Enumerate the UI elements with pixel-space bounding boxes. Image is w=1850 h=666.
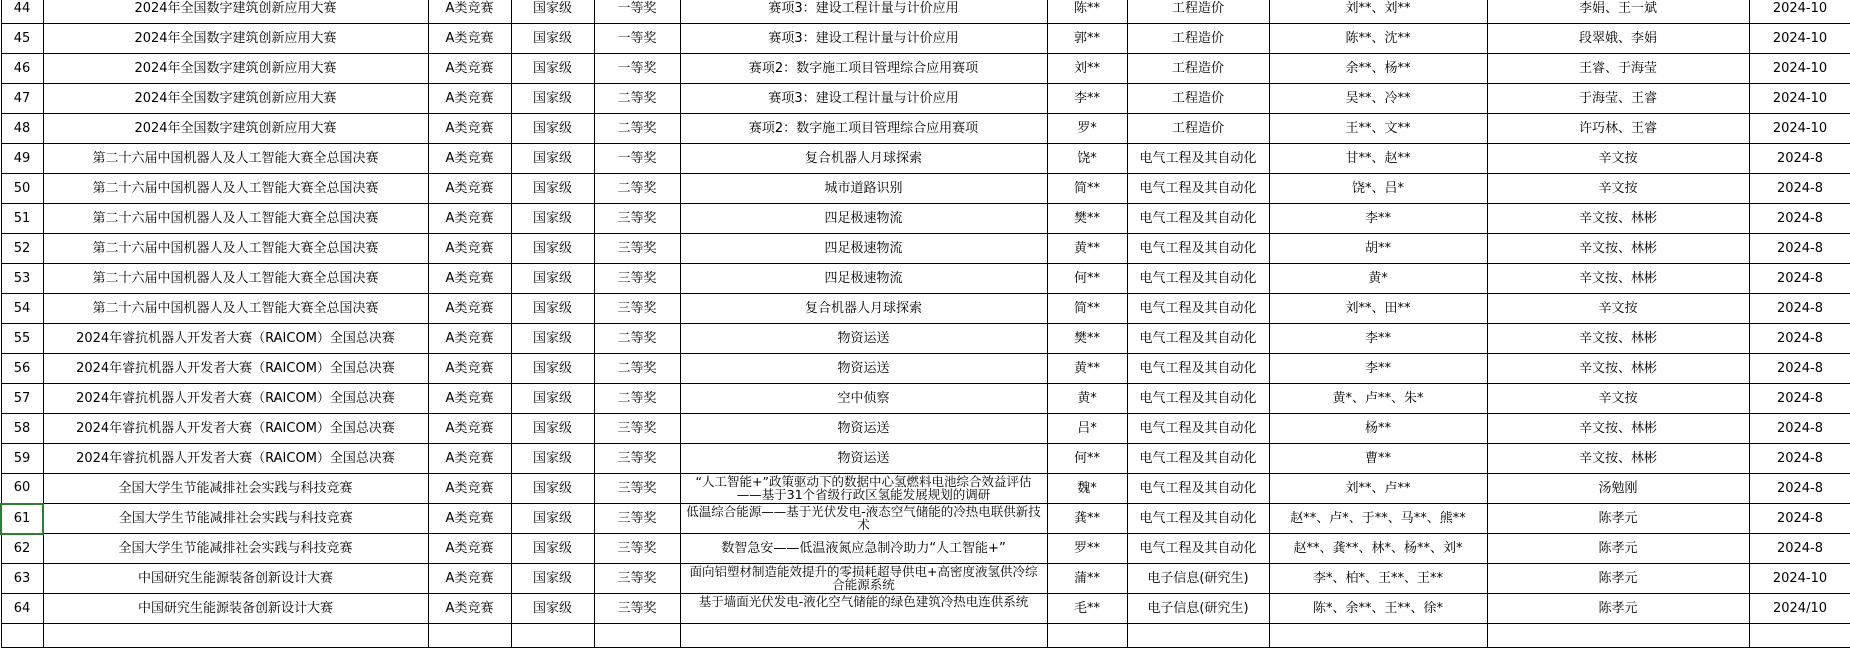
advisors-cell[interactable]: 李娟、王一斌 xyxy=(1487,0,1749,24)
category-cell[interactable]: A类竞赛 xyxy=(428,84,511,114)
competition-cell[interactable]: 中国研究生能源装备创新设计大赛 xyxy=(43,594,428,624)
members-cell[interactable]: 甘**、赵** xyxy=(1269,144,1487,174)
major-cell[interactable]: 电气工程及其自动化 xyxy=(1127,534,1269,564)
competition-cell[interactable]: 第二十六届中国机器人及人工智能大赛全总国决赛 xyxy=(43,294,428,324)
level-cell[interactable]: 国家级 xyxy=(511,144,594,174)
date-cell[interactable]: 2024-8 xyxy=(1749,204,1850,234)
date-cell[interactable]: 2024-10 xyxy=(1749,564,1850,594)
competition-cell[interactable]: 2024年睿抗机器人开发者大赛（RAICOM）全国总决赛 xyxy=(43,384,428,414)
table-row-clipped xyxy=(1,624,1850,648)
row-number-cell[interactable]: 53 xyxy=(1,264,43,294)
table-row xyxy=(1,294,1850,324)
table-row xyxy=(1,84,1850,114)
leader-cell[interactable]: 刘** xyxy=(1047,54,1127,84)
major-cell[interactable]: 电气工程及其自动化 xyxy=(1127,294,1269,324)
advisors-cell[interactable]: 辛文按、林彬 xyxy=(1487,204,1749,234)
date-cell[interactable]: 2024-8 xyxy=(1749,264,1850,294)
project-cell[interactable]: 四足极速物流 xyxy=(680,264,1047,294)
award-cell[interactable]: 一等奖 xyxy=(594,54,680,84)
table-row xyxy=(1,534,1850,564)
project-cell[interactable]: 赛项3：建设工程计量与计价应用 xyxy=(680,24,1047,54)
major-cell[interactable]: 电气工程及其自动化 xyxy=(1127,504,1269,534)
award-cell[interactable]: 三等奖 xyxy=(594,504,680,534)
project-cell[interactable]: 面向铝塑材制造能效提升的零损耗超导供电+高密度液氢供冷综合能源系统 xyxy=(680,564,1047,594)
row-number-cell[interactable]: 46 xyxy=(1,54,43,84)
date-cell[interactable]: 2024-8 xyxy=(1749,534,1850,564)
award-cell[interactable]: 一等奖 xyxy=(594,144,680,174)
major-cell[interactable]: 电气工程及其自动化 xyxy=(1127,324,1269,354)
members-cell[interactable]: 李** xyxy=(1269,354,1487,384)
table-row xyxy=(1,474,1850,504)
project-cell[interactable]: 赛项2：数字施工项目管理综合应用赛项 xyxy=(680,54,1047,84)
table-body xyxy=(1,0,1850,648)
award-cell[interactable]: 三等奖 xyxy=(594,534,680,564)
table-row xyxy=(1,114,1850,144)
level-cell[interactable]: 国家级 xyxy=(511,54,594,84)
leader-cell[interactable]: 樊** xyxy=(1047,204,1127,234)
award-cell[interactable]: 三等奖 xyxy=(594,414,680,444)
project-cell[interactable]: 复合机器人月球探索 xyxy=(680,144,1047,174)
level-cell[interactable]: 国家级 xyxy=(511,504,594,534)
leader-cell[interactable]: 黄** xyxy=(1047,234,1127,264)
members-cell[interactable]: 饶*、吕* xyxy=(1269,174,1487,204)
advisors-cell[interactable]: 汤勉刚 xyxy=(1487,474,1749,504)
table-row xyxy=(1,414,1850,444)
project-cell[interactable]: 低温综合能源——基于光伏发电-液态空气储能的冷热电联供新技术 xyxy=(680,504,1047,534)
members-cell[interactable]: 黄*、卢**、朱* xyxy=(1269,384,1487,414)
major-cell[interactable]: 电子信息(研究生) xyxy=(1127,564,1269,594)
project-cell[interactable]: 物资运送 xyxy=(680,414,1047,444)
row-number-cell[interactable]: 60 xyxy=(1,474,43,504)
date-cell[interactable]: 2024-8 xyxy=(1749,384,1850,414)
project-cell[interactable]: 空中侦察 xyxy=(680,384,1047,414)
competition-cell[interactable]: 第二十六届中国机器人及人工智能大赛全总国决赛 xyxy=(43,234,428,264)
project-cell[interactable]: 物资运送 xyxy=(680,444,1047,474)
category-cell[interactable]: A类竞赛 xyxy=(428,594,511,624)
category-cell[interactable]: A类竞赛 xyxy=(428,234,511,264)
leader-cell[interactable]: 何** xyxy=(1047,444,1127,474)
empty-cell[interactable] xyxy=(43,624,428,648)
category-cell[interactable]: A类竞赛 xyxy=(428,324,511,354)
advisors-cell[interactable]: 辛文按、林彬 xyxy=(1487,264,1749,294)
category-cell[interactable]: A类竞赛 xyxy=(428,0,511,24)
table-row xyxy=(1,504,1850,534)
project-cell[interactable]: 数智急安——低温液氮应急制冷助力“人工智能+” xyxy=(680,534,1047,564)
level-cell[interactable]: 国家级 xyxy=(511,0,594,24)
category-cell[interactable]: A类竞赛 xyxy=(428,534,511,564)
date-cell[interactable]: 2024-10 xyxy=(1749,24,1850,54)
award-cell[interactable]: 三等奖 xyxy=(594,474,680,504)
advisors-cell[interactable]: 陈孝元 xyxy=(1487,534,1749,564)
level-cell[interactable]: 国家级 xyxy=(511,474,594,504)
advisors-cell[interactable]: 辛文按 xyxy=(1487,384,1749,414)
empty-cell[interactable] xyxy=(1749,624,1850,648)
table-row xyxy=(1,0,1850,24)
category-cell[interactable]: A类竞赛 xyxy=(428,444,511,474)
award-cell[interactable]: 二等奖 xyxy=(594,324,680,354)
advisors-cell[interactable]: 陈孝元 xyxy=(1487,594,1749,624)
leader-cell[interactable]: 简** xyxy=(1047,294,1127,324)
advisors-cell[interactable]: 辛文按 xyxy=(1487,294,1749,324)
members-cell[interactable]: 李** xyxy=(1269,204,1487,234)
date-cell[interactable]: 2024-10 xyxy=(1749,114,1850,144)
members-cell[interactable]: 胡** xyxy=(1269,234,1487,264)
empty-cell[interactable] xyxy=(1269,624,1487,648)
advisors-cell[interactable]: 于海莹、王睿 xyxy=(1487,84,1749,114)
table-row xyxy=(1,144,1850,174)
award-cell[interactable]: 三等奖 xyxy=(594,264,680,294)
date-cell[interactable]: 2024-8 xyxy=(1749,504,1850,534)
date-cell[interactable]: 2024-8 xyxy=(1749,144,1850,174)
major-cell[interactable]: 电气工程及其自动化 xyxy=(1127,354,1269,384)
level-cell[interactable]: 国家级 xyxy=(511,594,594,624)
category-cell[interactable]: A类竞赛 xyxy=(428,204,511,234)
level-cell[interactable]: 国家级 xyxy=(511,534,594,564)
members-cell[interactable]: 刘**、田** xyxy=(1269,294,1487,324)
row-number-cell[interactable]: 62 xyxy=(1,534,43,564)
advisors-cell[interactable]: 辛文按、林彬 xyxy=(1487,354,1749,384)
advisors-cell[interactable]: 辛文按、林彬 xyxy=(1487,324,1749,354)
row-number-cell[interactable]: 58 xyxy=(1,414,43,444)
category-cell[interactable]: A类竞赛 xyxy=(428,114,511,144)
date-cell[interactable]: 2024-8 xyxy=(1749,414,1850,444)
level-cell[interactable]: 国家级 xyxy=(511,384,594,414)
major-cell[interactable]: 电气工程及其自动化 xyxy=(1127,264,1269,294)
category-cell[interactable]: A类竞赛 xyxy=(428,384,511,414)
row-number-cell[interactable]: 63 xyxy=(1,564,43,594)
category-cell[interactable]: A类竞赛 xyxy=(428,474,511,504)
major-cell[interactable]: 电气工程及其自动化 xyxy=(1127,144,1269,174)
award-cell[interactable]: 二等奖 xyxy=(594,84,680,114)
table-row xyxy=(1,444,1850,474)
advisors-cell[interactable]: 辛文按、林彬 xyxy=(1487,234,1749,264)
award-cell[interactable]: 一等奖 xyxy=(594,24,680,54)
row-number-cell[interactable]: 64 xyxy=(1,594,43,624)
row-number-cell[interactable]: 47 xyxy=(1,84,43,114)
category-cell[interactable]: A类竞赛 xyxy=(428,264,511,294)
table-row xyxy=(1,264,1850,294)
advisors-cell[interactable]: 辛文按、林彬 xyxy=(1487,414,1749,444)
leader-cell[interactable]: 龚** xyxy=(1047,504,1127,534)
members-cell[interactable]: 李*、柏*、王**、王** xyxy=(1269,564,1487,594)
category-cell[interactable]: A类竞赛 xyxy=(428,24,511,54)
category-cell[interactable]: A类竞赛 xyxy=(428,144,511,174)
competition-cell[interactable]: 全国大学生节能减排社会实践与科技竞赛 xyxy=(43,504,428,534)
level-cell[interactable]: 国家级 xyxy=(511,84,594,114)
level-cell[interactable]: 国家级 xyxy=(511,114,594,144)
leader-cell[interactable]: 黄* xyxy=(1047,384,1127,414)
date-cell[interactable]: 2024-8 xyxy=(1749,444,1850,474)
level-cell[interactable]: 国家级 xyxy=(511,564,594,594)
leader-cell[interactable]: 饶* xyxy=(1047,144,1127,174)
leader-cell[interactable]: 罗** xyxy=(1047,534,1127,564)
table-row xyxy=(1,324,1850,354)
project-cell[interactable]: 物资运送 xyxy=(680,354,1047,384)
level-cell[interactable]: 国家级 xyxy=(511,354,594,384)
competition-cell[interactable]: 2024年睿抗机器人开发者大赛（RAICOM）全国总决赛 xyxy=(43,324,428,354)
empty-cell[interactable] xyxy=(1487,624,1749,648)
category-cell[interactable]: A类竞赛 xyxy=(428,354,511,384)
major-cell[interactable]: 工程造价 xyxy=(1127,84,1269,114)
award-cell[interactable]: 三等奖 xyxy=(594,294,680,324)
members-cell[interactable]: 吴**、冷** xyxy=(1269,84,1487,114)
major-cell[interactable]: 工程造价 xyxy=(1127,24,1269,54)
major-cell[interactable]: 电子信息(研究生) xyxy=(1127,594,1269,624)
competition-cell[interactable]: 第二十六届中国机器人及人工智能大赛全总国决赛 xyxy=(43,204,428,234)
major-cell[interactable]: 电气工程及其自动化 xyxy=(1127,384,1269,414)
row-number-cell[interactable]: 59 xyxy=(1,444,43,474)
major-cell[interactable]: 电气工程及其自动化 xyxy=(1127,204,1269,234)
date-cell[interactable]: 2024-8 xyxy=(1749,174,1850,204)
major-cell[interactable]: 工程造价 xyxy=(1127,54,1269,84)
leader-cell[interactable]: 黄** xyxy=(1047,354,1127,384)
level-cell[interactable]: 国家级 xyxy=(511,204,594,234)
row-number-cell[interactable]: 54 xyxy=(1,294,43,324)
award-cell[interactable]: 一等奖 xyxy=(594,0,680,24)
major-cell[interactable]: 工程造价 xyxy=(1127,114,1269,144)
date-cell[interactable]: 2024/10 xyxy=(1749,594,1850,624)
members-cell[interactable]: 赵**、卢*、于**、马**、熊** xyxy=(1269,504,1487,534)
leader-cell[interactable]: 魏* xyxy=(1047,474,1127,504)
award-cell[interactable]: 三等奖 xyxy=(594,594,680,624)
level-cell[interactable]: 国家级 xyxy=(511,174,594,204)
leader-cell[interactable]: 毛** xyxy=(1047,594,1127,624)
date-cell[interactable]: 2024-10 xyxy=(1749,84,1850,114)
major-cell[interactable]: 电气工程及其自动化 xyxy=(1127,474,1269,504)
members-cell[interactable]: 李** xyxy=(1269,324,1487,354)
date-cell[interactable]: 2024-8 xyxy=(1749,294,1850,324)
award-cell[interactable]: 三等奖 xyxy=(594,564,680,594)
competition-cell[interactable]: 2024年全国数字建筑创新应用大赛 xyxy=(43,24,428,54)
advisors-cell[interactable]: 王睿、于海莹 xyxy=(1487,54,1749,84)
level-cell[interactable]: 国家级 xyxy=(511,294,594,324)
leader-cell[interactable]: 樊** xyxy=(1047,324,1127,354)
row-number-cell[interactable]: 55 xyxy=(1,324,43,354)
date-cell[interactable]: 2024-10 xyxy=(1749,0,1850,24)
competition-cell[interactable]: 全国大学生节能减排社会实践与科技竞赛 xyxy=(43,474,428,504)
award-cell[interactable]: 二等奖 xyxy=(594,174,680,204)
leader-cell[interactable]: 何** xyxy=(1047,264,1127,294)
competition-cell[interactable]: 中国研究生能源装备创新设计大赛 xyxy=(43,564,428,594)
award-cell[interactable]: 二等奖 xyxy=(594,354,680,384)
row-number-cell[interactable]: 45 xyxy=(1,24,43,54)
row-number-cell[interactable]: 56 xyxy=(1,354,43,384)
level-cell[interactable]: 国家级 xyxy=(511,324,594,354)
project-cell[interactable]: 复合机器人月球探索 xyxy=(680,294,1047,324)
project-cell[interactable]: 城市道路识别 xyxy=(680,174,1047,204)
competition-cell[interactable]: 第二十六届中国机器人及人工智能大赛全总国决赛 xyxy=(43,174,428,204)
table-row xyxy=(1,354,1850,384)
date-cell[interactable]: 2024-8 xyxy=(1749,324,1850,354)
category-cell[interactable]: A类竞赛 xyxy=(428,564,511,594)
empty-cell[interactable] xyxy=(1,624,43,648)
project-cell[interactable]: 赛项3：建设工程计量与计价应用 xyxy=(680,84,1047,114)
empty-cell[interactable] xyxy=(428,624,511,648)
award-cell[interactable]: 二等奖 xyxy=(594,114,680,144)
members-cell[interactable]: 王**、文** xyxy=(1269,114,1487,144)
empty-cell[interactable] xyxy=(1047,624,1127,648)
level-cell[interactable]: 国家级 xyxy=(511,414,594,444)
row-number-cell[interactable]: 61 xyxy=(1,504,43,534)
project-cell[interactable]: 四足极速物流 xyxy=(680,204,1047,234)
advisors-cell[interactable]: 许巧林、王睿 xyxy=(1487,114,1749,144)
table-row xyxy=(1,564,1850,594)
major-cell[interactable]: 电气工程及其自动化 xyxy=(1127,414,1269,444)
row-number-cell[interactable]: 49 xyxy=(1,144,43,174)
table-row xyxy=(1,174,1850,204)
competition-cell[interactable]: 2024年睿抗机器人开发者大赛（RAICOM）全国总决赛 xyxy=(43,354,428,384)
leader-cell[interactable]: 李** xyxy=(1047,84,1127,114)
major-cell[interactable]: 电气工程及其自动化 xyxy=(1127,234,1269,264)
competition-cell[interactable]: 2024年全国数字建筑创新应用大赛 xyxy=(43,114,428,144)
advisors-cell[interactable]: 辛文按 xyxy=(1487,174,1749,204)
leader-cell[interactable]: 郭** xyxy=(1047,24,1127,54)
members-cell[interactable]: 刘**、卢** xyxy=(1269,474,1487,504)
level-cell[interactable]: 国家级 xyxy=(511,444,594,474)
category-cell[interactable]: A类竞赛 xyxy=(428,54,511,84)
competition-cell[interactable]: 全国大学生节能减排社会实践与科技竞赛 xyxy=(43,534,428,564)
competition-cell[interactable]: 2024年全国数字建筑创新应用大赛 xyxy=(43,54,428,84)
table-row xyxy=(1,594,1850,624)
row-number-cell[interactable]: 57 xyxy=(1,384,43,414)
category-cell[interactable]: A类竞赛 xyxy=(428,294,511,324)
category-cell[interactable]: A类竞赛 xyxy=(428,174,511,204)
category-cell[interactable]: A类竞赛 xyxy=(428,504,511,534)
leader-cell[interactable]: 简** xyxy=(1047,174,1127,204)
category-cell[interactable]: A类竞赛 xyxy=(428,414,511,444)
row-number-cell[interactable]: 48 xyxy=(1,114,43,144)
advisors-cell[interactable]: 陈孝元 xyxy=(1487,564,1749,594)
major-cell[interactable]: 工程造价 xyxy=(1127,0,1269,24)
project-cell[interactable]: 物资运送 xyxy=(680,324,1047,354)
members-cell[interactable]: 陈*、余**、王**、徐* xyxy=(1269,594,1487,624)
leader-cell[interactable]: 罗* xyxy=(1047,114,1127,144)
table-row xyxy=(1,24,1850,54)
date-cell[interactable]: 2024-8 xyxy=(1749,234,1850,264)
level-cell[interactable]: 国家级 xyxy=(511,24,594,54)
members-cell[interactable]: 杨** xyxy=(1269,414,1487,444)
date-cell[interactable]: 2024-8 xyxy=(1749,474,1850,504)
row-number-cell[interactable]: 50 xyxy=(1,174,43,204)
leader-cell[interactable]: 蒲** xyxy=(1047,564,1127,594)
project-cell[interactable]: 基于墙面光伏发电-液化空气储能的绿色建筑冷热电连供系统 xyxy=(680,594,1047,624)
advisors-cell[interactable]: 辛文按 xyxy=(1487,144,1749,174)
leader-cell[interactable]: 吕* xyxy=(1047,414,1127,444)
table-row xyxy=(1,384,1850,414)
project-cell[interactable]: “人工智能+”政策驱动下的数据中心氢燃料电池综合效益评估——基于31个省级行政区氢能发展规划的调研 xyxy=(680,474,1047,504)
table-row xyxy=(1,204,1850,234)
row-number-cell[interactable]: 52 xyxy=(1,234,43,264)
level-cell[interactable]: 国家级 xyxy=(511,234,594,264)
advisors-cell[interactable]: 陈孝元 xyxy=(1487,504,1749,534)
competition-cell[interactable]: 第二十六届中国机器人及人工智能大赛全总国决赛 xyxy=(43,264,428,294)
major-cell[interactable]: 电气工程及其自动化 xyxy=(1127,444,1269,474)
advisors-cell[interactable]: 段翠娥、李娟 xyxy=(1487,24,1749,54)
project-cell[interactable]: 四足极速物流 xyxy=(680,234,1047,264)
members-cell[interactable]: 刘**、刘** xyxy=(1269,0,1487,24)
row-number-cell[interactable]: 44 xyxy=(1,0,43,24)
competition-cell[interactable]: 第二十六届中国机器人及人工智能大赛全总国决赛 xyxy=(43,144,428,174)
row-number-cell[interactable]: 51 xyxy=(1,204,43,234)
advisors-cell[interactable]: 辛文按、林彬 xyxy=(1487,444,1749,474)
members-cell[interactable]: 曹** xyxy=(1269,444,1487,474)
award-cell[interactable]: 三等奖 xyxy=(594,444,680,474)
date-cell[interactable]: 2024-8 xyxy=(1749,354,1850,384)
members-cell[interactable]: 陈**、沈** xyxy=(1269,24,1487,54)
competition-cell[interactable]: 2024年全国数字建筑创新应用大赛 xyxy=(43,84,428,114)
level-cell[interactable]: 国家级 xyxy=(511,264,594,294)
empty-cell[interactable] xyxy=(1127,624,1269,648)
table-row xyxy=(1,54,1850,84)
members-cell[interactable]: 余**、杨** xyxy=(1269,54,1487,84)
major-cell[interactable]: 电气工程及其自动化 xyxy=(1127,174,1269,204)
empty-cell[interactable] xyxy=(680,624,1047,648)
award-cell[interactable]: 二等奖 xyxy=(594,384,680,414)
members-cell[interactable]: 黄* xyxy=(1269,264,1487,294)
competition-cell[interactable]: 2024年睿抗机器人开发者大赛（RAICOM）全国总决赛 xyxy=(43,444,428,474)
empty-cell[interactable] xyxy=(594,624,680,648)
project-cell[interactable]: 赛项2：数字施工项目管理综合应用赛项 xyxy=(680,114,1047,144)
members-cell[interactable]: 赵**、龚**、林*、杨**、刘* xyxy=(1269,534,1487,564)
leader-cell[interactable]: 陈** xyxy=(1047,0,1127,24)
competition-cell[interactable]: 2024年全国数字建筑创新应用大赛 xyxy=(43,0,428,24)
award-cell[interactable]: 三等奖 xyxy=(594,204,680,234)
empty-cell[interactable] xyxy=(511,624,594,648)
project-cell[interactable]: 赛项3：建设工程计量与计价应用 xyxy=(680,0,1047,24)
table-row xyxy=(1,234,1850,264)
award-cell[interactable]: 三等奖 xyxy=(594,234,680,264)
competition-cell[interactable]: 2024年睿抗机器人开发者大赛（RAICOM）全国总决赛 xyxy=(43,414,428,444)
date-cell[interactable]: 2024-10 xyxy=(1749,54,1850,84)
